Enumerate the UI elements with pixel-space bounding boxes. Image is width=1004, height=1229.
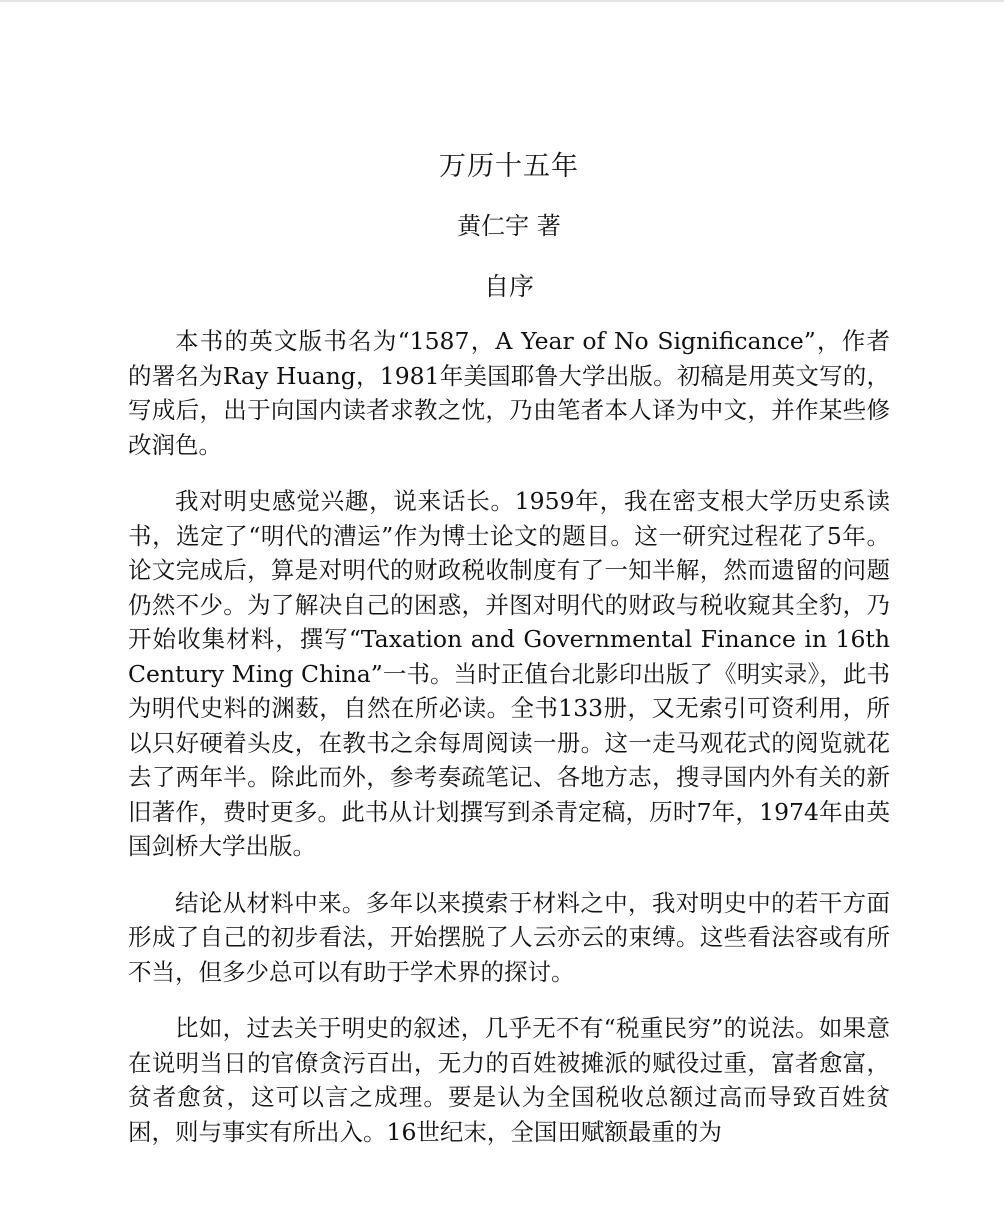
top-border (0, 0, 1004, 2)
book-title: 万历十五年 (439, 151, 579, 182)
paragraph: 本书的英文版书名为“1587，A Year of No Significance”，作者的署名为Ray Huang，1981年美国耶鲁大学出版。初稿是用英文写的，写成后，出于向国内读者求教之忱，乃由笔者本人译为中文，并作某些修改润色。 (128, 327, 890, 459)
section-title: 自序 (483, 272, 534, 301)
paragraph: 比如，过去关于明史的叙述，几乎无不有“税重民穷”的说法。如果意在说明当日的官僚贪污百出，无力的百姓被摊派的赋役过重，富者愈富，贫者愈贫，这可以言之成理。要是认为全国税收总额过高而导致百姓贫困，则与事实有所出入。16世纪末，全国田赋额最重的为 (128, 1014, 890, 1146)
author-line: 黄仁宇 著 (457, 212, 561, 240)
paragraph: 结论从材料中来。多年以来摸索于材料之中，我对明史中的若干方面形成了自己的初步看法，开始摆脱了人云亦云的束缚。这些看法容或有所不当，但多少总可以有助于学术界的探讨。 (128, 888, 890, 986)
paragraph: 我对明史感觉兴趣，说来话长。1959年，我在密支根大学历史系读书，选定了“明代的漕运”作为博士论文的题目。这一研究过程花了5年。论文完成后，算是对明代的财政税收制度有了一知半解，然而遗留的问题仍然不少。为了解决自己的困惑，并图对明代的财政与税收窥其全豹，乃开始收集材料，撰写“Taxation and Governmental Finance in 16th Century Ming China”一书。当时正值台北影印出版了《明实录》，此书为明代史料的渊薮，自然在所必读。全书133册，又无索引可资利用，所以只好硬着头皮，在教书之余每周阅读一册。这一走马观花式的阅览就花去了两年半。除此而外，参考奏疏笔记、各地方志，搜寻国内外有关的新旧著作，费时更多。此书从计划撰写到杀青定稿，历时7年，1974年由英国剑桥大学出版。 (128, 487, 890, 860)
document-page (128, 148, 890, 1149)
